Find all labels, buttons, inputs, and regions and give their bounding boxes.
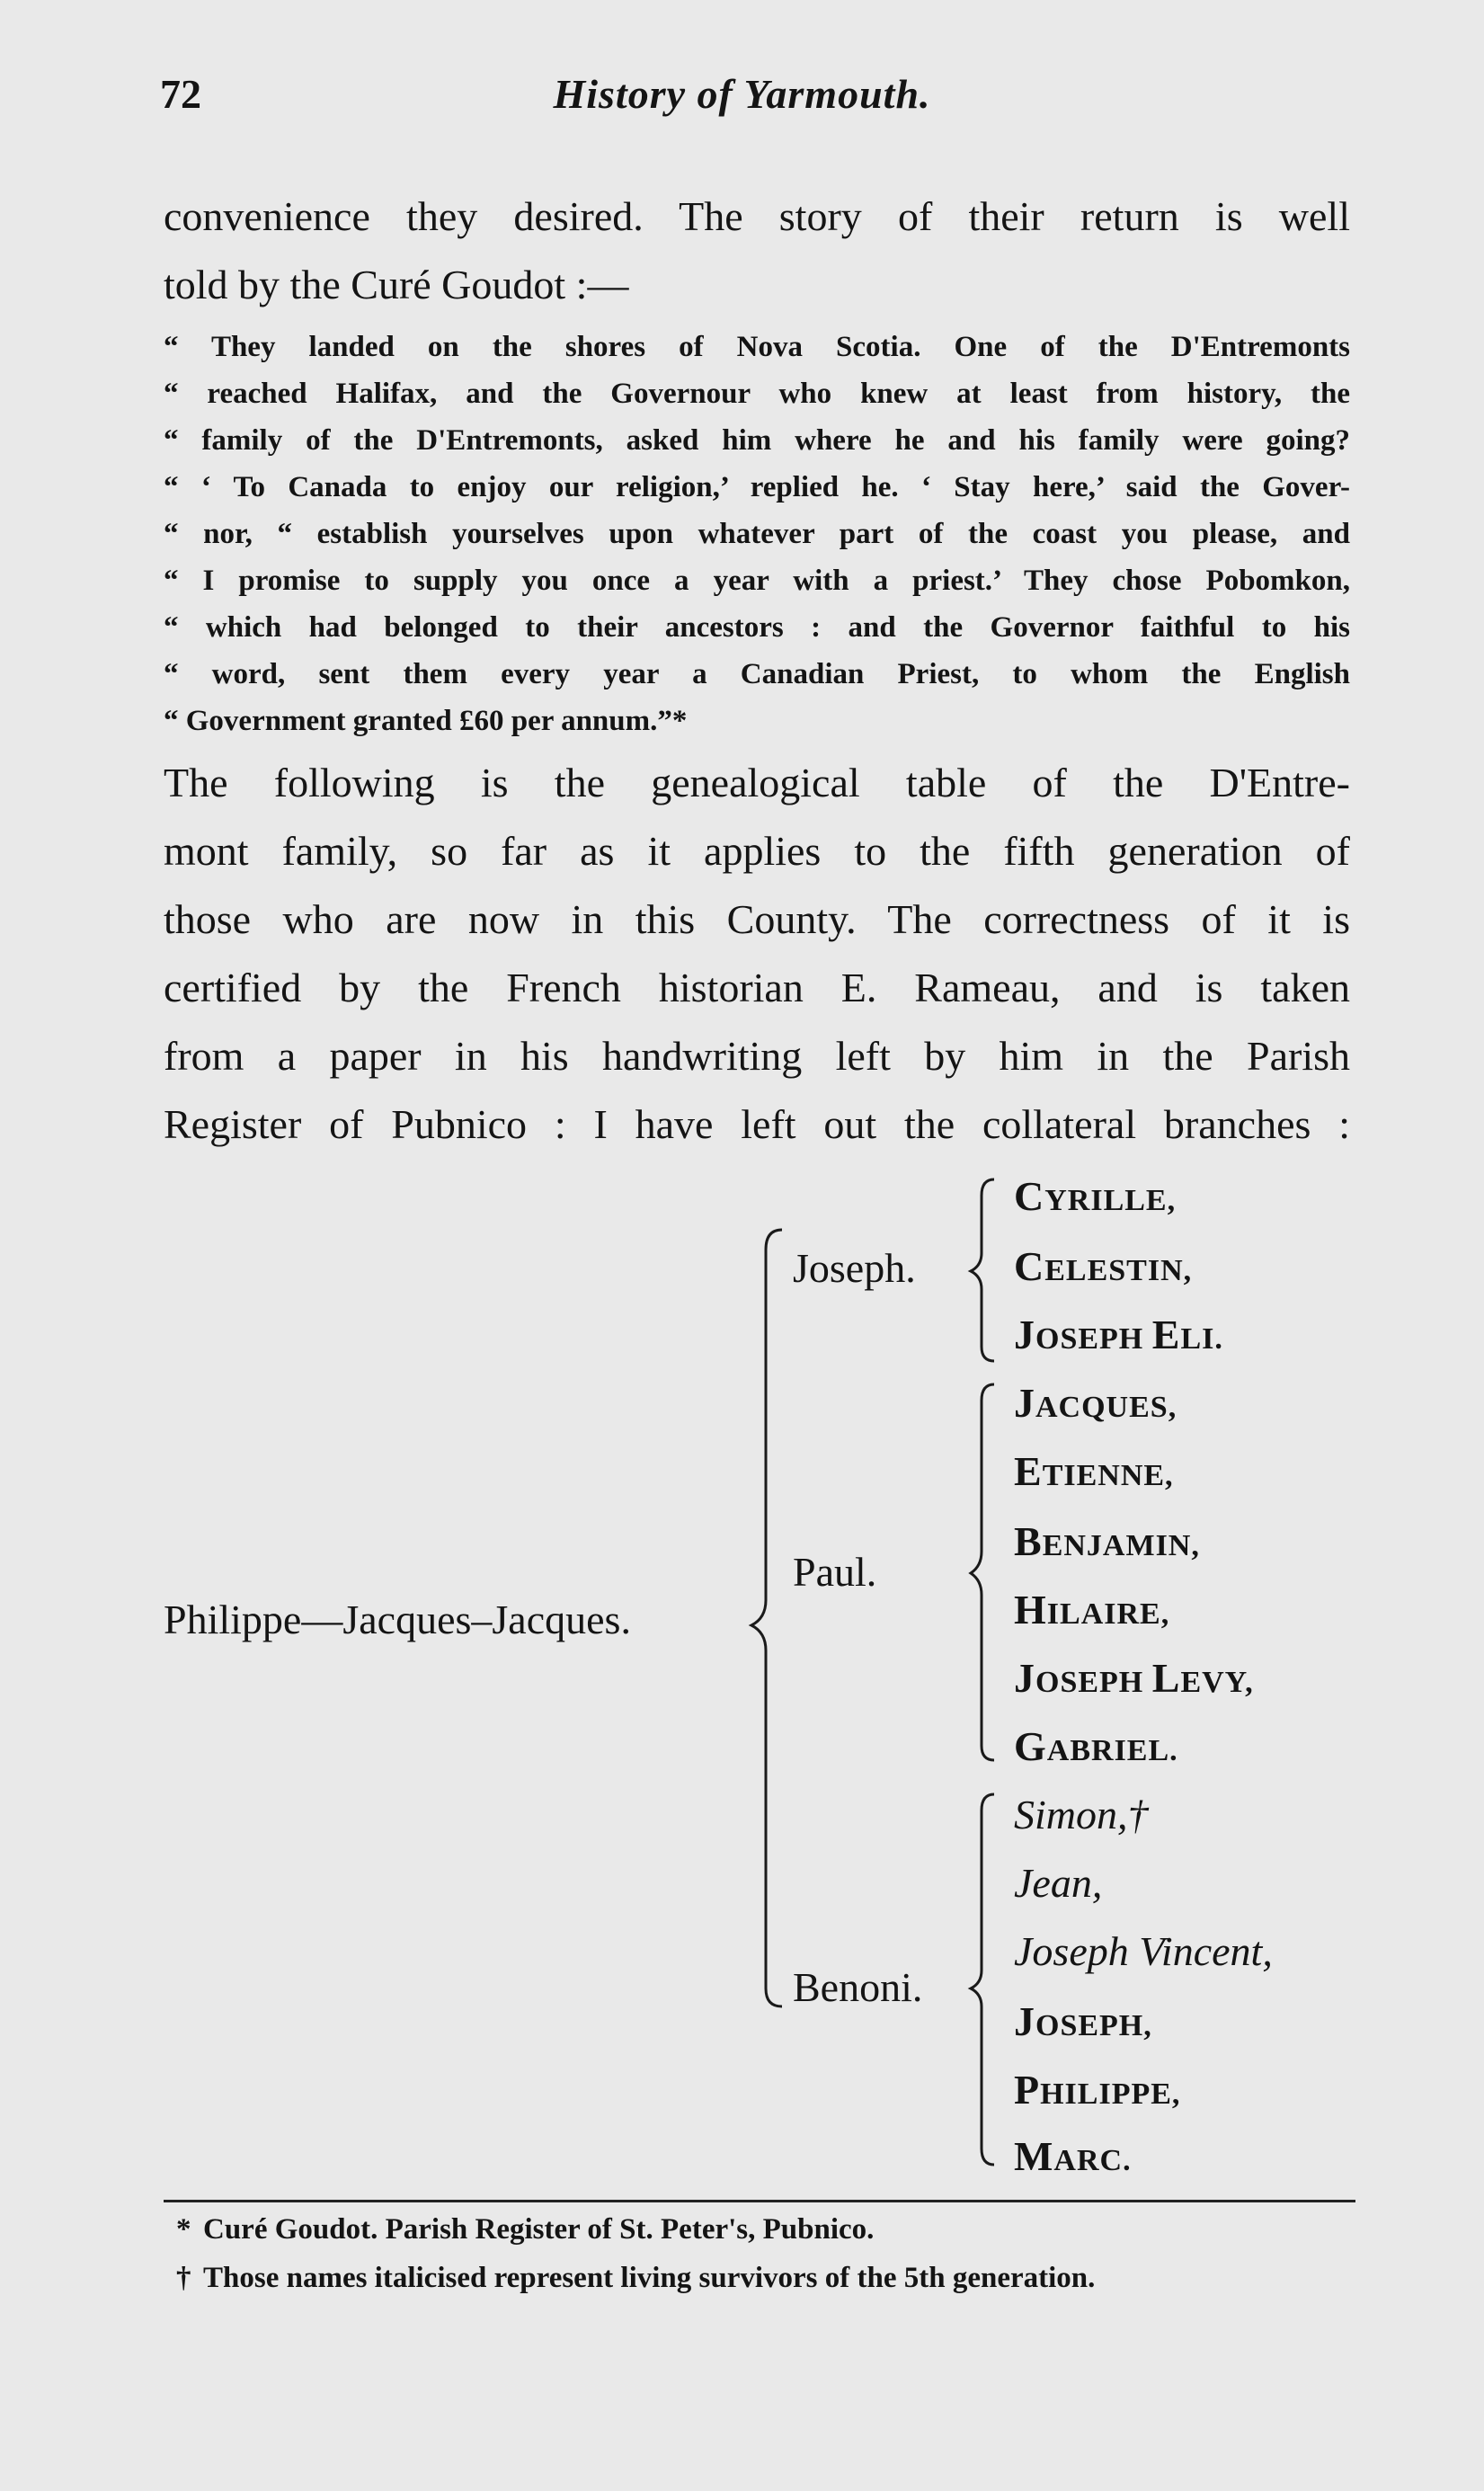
footnote-mark: * [176,2213,191,2246]
quote-line: “ I promise to supply you once a year with a priest.’ They chose Pobomkon, [164,565,1350,597]
quote-line: “ word, sent them every year a Canadian Priest, to whom the English [164,658,1350,690]
footnote-rule [164,2200,1355,2202]
quote-line: “ ‘ To Canada to enjoy our religion,’ replied he. ‘ Stay here,’ said the Gover- [164,471,1350,503]
branch-joseph: Joseph. [793,1245,916,1291]
body-line: mont family, so far as it applies to the fifth generation of [164,828,1350,874]
quote-line: “ which had belonged to their ancestors : and the Governor faithful to his [164,611,1350,644]
body-line: from a paper in his handwriting left by him in the Parish [164,1033,1350,1079]
descendant-name: JACQUES, [1014,1380,1177,1426]
footnote [176,2213,875,2246]
descendant-name: Jean, [1014,1860,1103,1906]
footnote-text: Those names italicised represent living survivors of the 5th generation. [203,2262,1096,2294]
descendant-name: HILAIRE, [1014,1587,1170,1632]
descendant-name: Joseph Vincent, [1014,1928,1273,1974]
page-number: 72 [160,71,201,117]
descendant-name: CYRILLE, [1014,1173,1177,1219]
joseph-brace [971,1179,994,1361]
descendant-name: ETIENNE, [1014,1448,1174,1494]
quote-line: “ reached Halifax, and the Governour who knew at least from history, the [164,378,1350,410]
body-line: certified by the French historian E. Rameau, and is taken [164,965,1350,1010]
descendant-name: BENJAMIN, [1014,1518,1200,1564]
benoni-brace [971,1794,994,2165]
body-line: The following is the genealogical table of the D'Entre- [164,760,1350,805]
footnote [176,2262,1096,2295]
paul-brace [971,1384,994,1760]
descendant-name: CELESTIN, [1014,1243,1193,1289]
quote-line: “ Government granted £60 per annum.”* [164,705,688,737]
descendant-name: JOSEPH, [1014,1998,1152,2044]
descendant-name: PHILIPPE, [1014,2067,1181,2113]
descendant-name: JOSEPH ELI. [1014,1312,1223,1357]
descendant-name: Simon,† [1014,1792,1149,1837]
intro-line: convenience they desired. The story of their return is well [164,193,1350,239]
quote-line: “ They landed on the shores of Nova Scotia. One of the D'Entremonts [164,331,1350,363]
root-brace [751,1230,782,2006]
footnote-text: Curé Goudot. Parish Register of St. Peter's, Pubnico. [203,2213,875,2246]
running-title: History of Yarmouth. [553,71,931,117]
genealogy-root: Philippe—Jacques–Jacques. [164,1597,631,1642]
branch-paul: Paul. [793,1549,877,1595]
quote-line: “ family of the D'Entremonts, asked him where he and his family were going? [164,424,1350,457]
footnote-mark: † [176,2262,191,2294]
quote-line: “ nor, “ establish yourselves upon whatever part of the coast you please, and [164,518,1350,550]
branch-benoni: Benoni. [793,1964,923,2010]
descendant-name: GABRIEL. [1014,1723,1178,1769]
intro-line: told by the Curé Goudot :— [164,262,629,307]
descendant-name: MARC. [1014,2133,1132,2179]
descendant-name: JOSEPH LEVY, [1014,1655,1254,1701]
body-line: Register of Pubnico : I have left out the collateral branches : [164,1101,1350,1147]
body-line: those who are now in this County. The correctness of it is [164,896,1350,942]
